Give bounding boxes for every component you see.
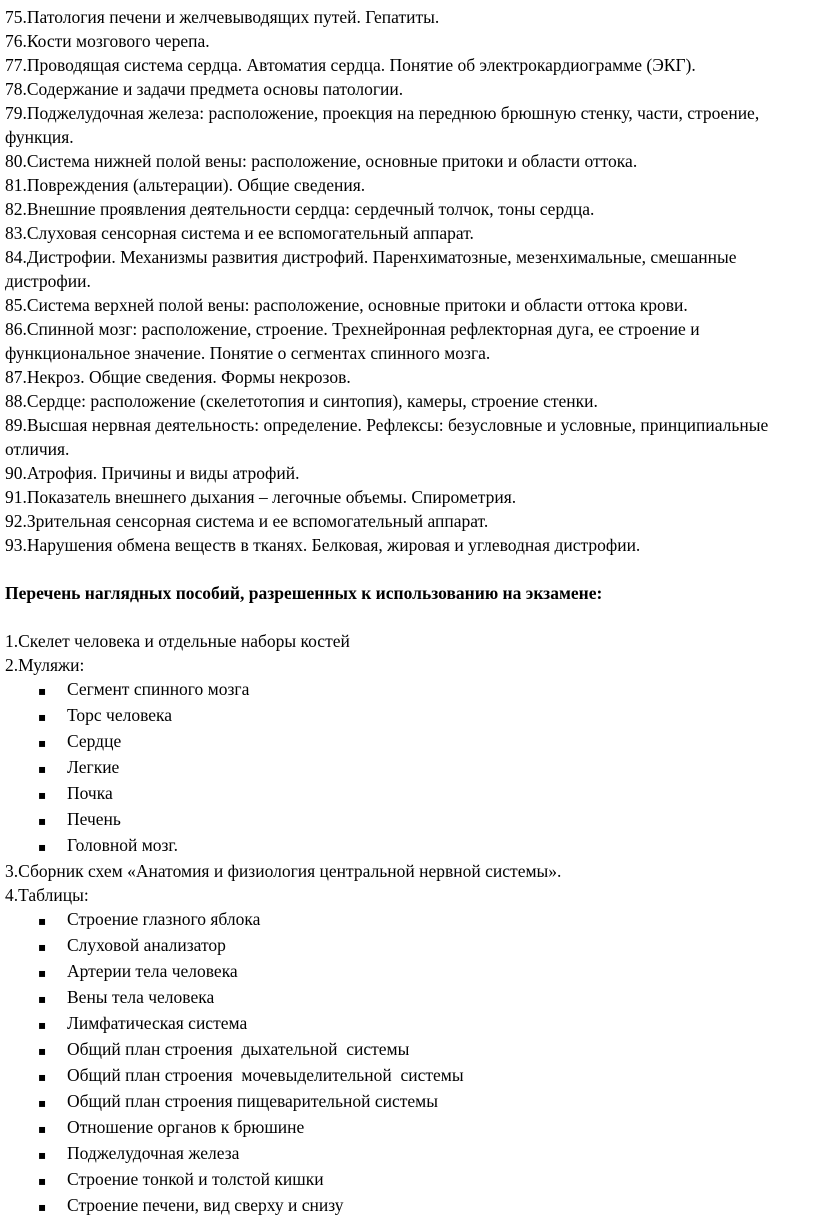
bullet-item-label: Почка [67,783,113,803]
bullet-list-item [5,833,806,859]
aid-item: 2.Муляжи: [5,655,85,675]
bullet-item-label: Сегмент спинного мозга [67,679,250,699]
exam-topics-list [5,5,806,557]
section-heading: Перечень наглядных пособий, разрешенных к использованию на экзамене: [5,583,603,603]
bullet-item-label: Общий план строения пищеварительной системы [67,1091,439,1111]
square-bullet-icon: ▪ [38,1122,47,1136]
bullet-list-item [5,781,806,807]
topic-item: 80.Система нижней полой вены: расположение, основные притоки и области оттока. [5,151,638,171]
bullet-list-item [5,755,806,781]
square-bullet-icon: ▪ [38,814,47,828]
topic-item: 76.Кости мозгового черепа. [5,31,210,51]
topic-item: 87.Некроз. Общие сведения. Формы некрозов. [5,367,351,387]
topic-item: 83.Слуховая сенсорная система и ее вспомогательный аппарат. [5,223,474,243]
bullet-list-item [5,1193,806,1219]
square-bullet-icon: ▪ [38,1096,47,1110]
aids-list [5,629,806,1219]
bullet-list-item [5,1063,806,1089]
topic-item: 92.Зрительная сенсорная система и ее вспомогательный аппарат. [5,511,489,531]
square-bullet-icon: ▪ [38,966,47,980]
bullet-list-item [5,933,806,959]
bullet-item-label: Строение глазного яблока [67,909,261,929]
topic-item: 93.Нарушения обмена веществ в тканях. Белковая, жировая и углеводная дистрофии. [5,535,641,555]
bullet-list-item [5,1037,806,1063]
square-bullet-icon: ▪ [38,1070,47,1084]
bullet-item-label: Печень [67,809,121,829]
square-bullet-icon: ▪ [38,736,47,750]
topic-item: 79.Поджелудочная железа: расположение, проекция на переднюю брюшную стенку, части, строение, функция. [5,103,764,147]
topic-item: 86.Спинной мозг: расположение, строение. Трехнейронная рефлекторная дуга, ее строение и функциональное значение. Понятие о сегментах спинного мозга. [5,319,704,363]
square-bullet-icon: ▪ [38,940,47,954]
square-bullet-icon: ▪ [38,992,47,1006]
bullet-list-item [5,807,806,833]
aid-item: 3.Сборник схем «Анатомия и физиология центральной нервной системы». [5,861,562,881]
bullet-item-label: Вены тела человека [67,987,215,1007]
bullet-list-item [5,959,806,985]
bullet-list-item [5,1167,806,1193]
aid-item: 1.Скелет человека и отдельные наборы костей [5,631,350,651]
bullet-list-item [5,1115,806,1141]
square-bullet-icon: ▪ [38,1148,47,1162]
square-bullet-icon: ▪ [38,1174,47,1188]
aid-item: 4.Таблицы: [5,885,89,905]
bullet-item-label: Легкие [67,757,120,777]
topic-item: 82.Внешние проявления деятельности сердца: сердечный толчок, тоны сердца. [5,199,595,219]
square-bullet-icon: ▪ [38,1044,47,1058]
bullet-item-label: Артерии тела человека [67,961,238,981]
bullet-item-label: Строение тонкой и толстой кишки [67,1169,324,1189]
bullet-item-label: Общий план строения мочевыделительной системы [67,1065,464,1085]
bullet-list-item [5,729,806,755]
bullet-list-item [5,1141,806,1167]
bullet-item-label: Поджелудочная железа [67,1143,240,1163]
topic-item: 77.Проводящая система сердца. Автоматия сердца. Понятие об электрокардиограмме (ЭКГ). [5,55,696,75]
square-bullet-icon: ▪ [38,788,47,802]
topic-item: 78.Содержание и задачи предмета основы патологии. [5,79,404,99]
bullet-item-label: Общий план строения дыхательной системы [67,1039,410,1059]
bullet-item-label: Слуховой анализатор [67,935,226,955]
bullet-item-label: Головной мозг. [67,835,179,855]
topic-item: 88.Сердце: расположение (скелетотопия и синтопия), камеры, строение стенки. [5,391,598,411]
square-bullet-icon: ▪ [38,840,47,854]
bullet-list-item [5,907,806,933]
square-bullet-icon: ▪ [38,710,47,724]
square-bullet-icon: ▪ [38,684,47,698]
bullet-item-label: Лимфатическая система [67,1013,248,1033]
topic-item: 85.Система верхней полой вены: расположение, основные притоки и области оттока крови. [5,295,688,315]
bullet-list-item [5,703,806,729]
topic-item: 84.Дистрофии. Механизмы развития дистрофий. Паренхиматозные, мезенхимальные, смешанные дистрофии. [5,247,741,291]
bullet-item-label: Торс человека [67,705,172,725]
topic-item: 91.Показатель внешнего дыхания – легочные объемы. Спирометрия. [5,487,517,507]
bullet-item-label: Сердце [67,731,122,751]
square-bullet-icon: ▪ [38,762,47,776]
topic-item: 90.Атрофия. Причины и виды атрофий. [5,463,300,483]
square-bullet-icon: ▪ [38,1018,47,1032]
bullet-list-item [5,1089,806,1115]
bullet-item-label: Строение печени, вид сверху и снизу [67,1195,344,1215]
bullet-item-label: Отношение органов к брюшине [67,1117,305,1137]
topic-item: 89.Высшая нервная деятельность: определение. Рефлексы: безусловные и условные, принципиальные отличия. [5,415,773,459]
bullet-list-item [5,677,806,703]
topic-item: 75.Патология печени и желчевыводящих путей. Гепатиты. [5,7,440,27]
bullet-list-item [5,1011,806,1037]
square-bullet-icon: ▪ [38,914,47,928]
bullet-list-item [5,985,806,1011]
square-bullet-icon: ▪ [38,1200,47,1214]
topic-item: 81.Повреждения (альтерации). Общие сведения. [5,175,366,195]
